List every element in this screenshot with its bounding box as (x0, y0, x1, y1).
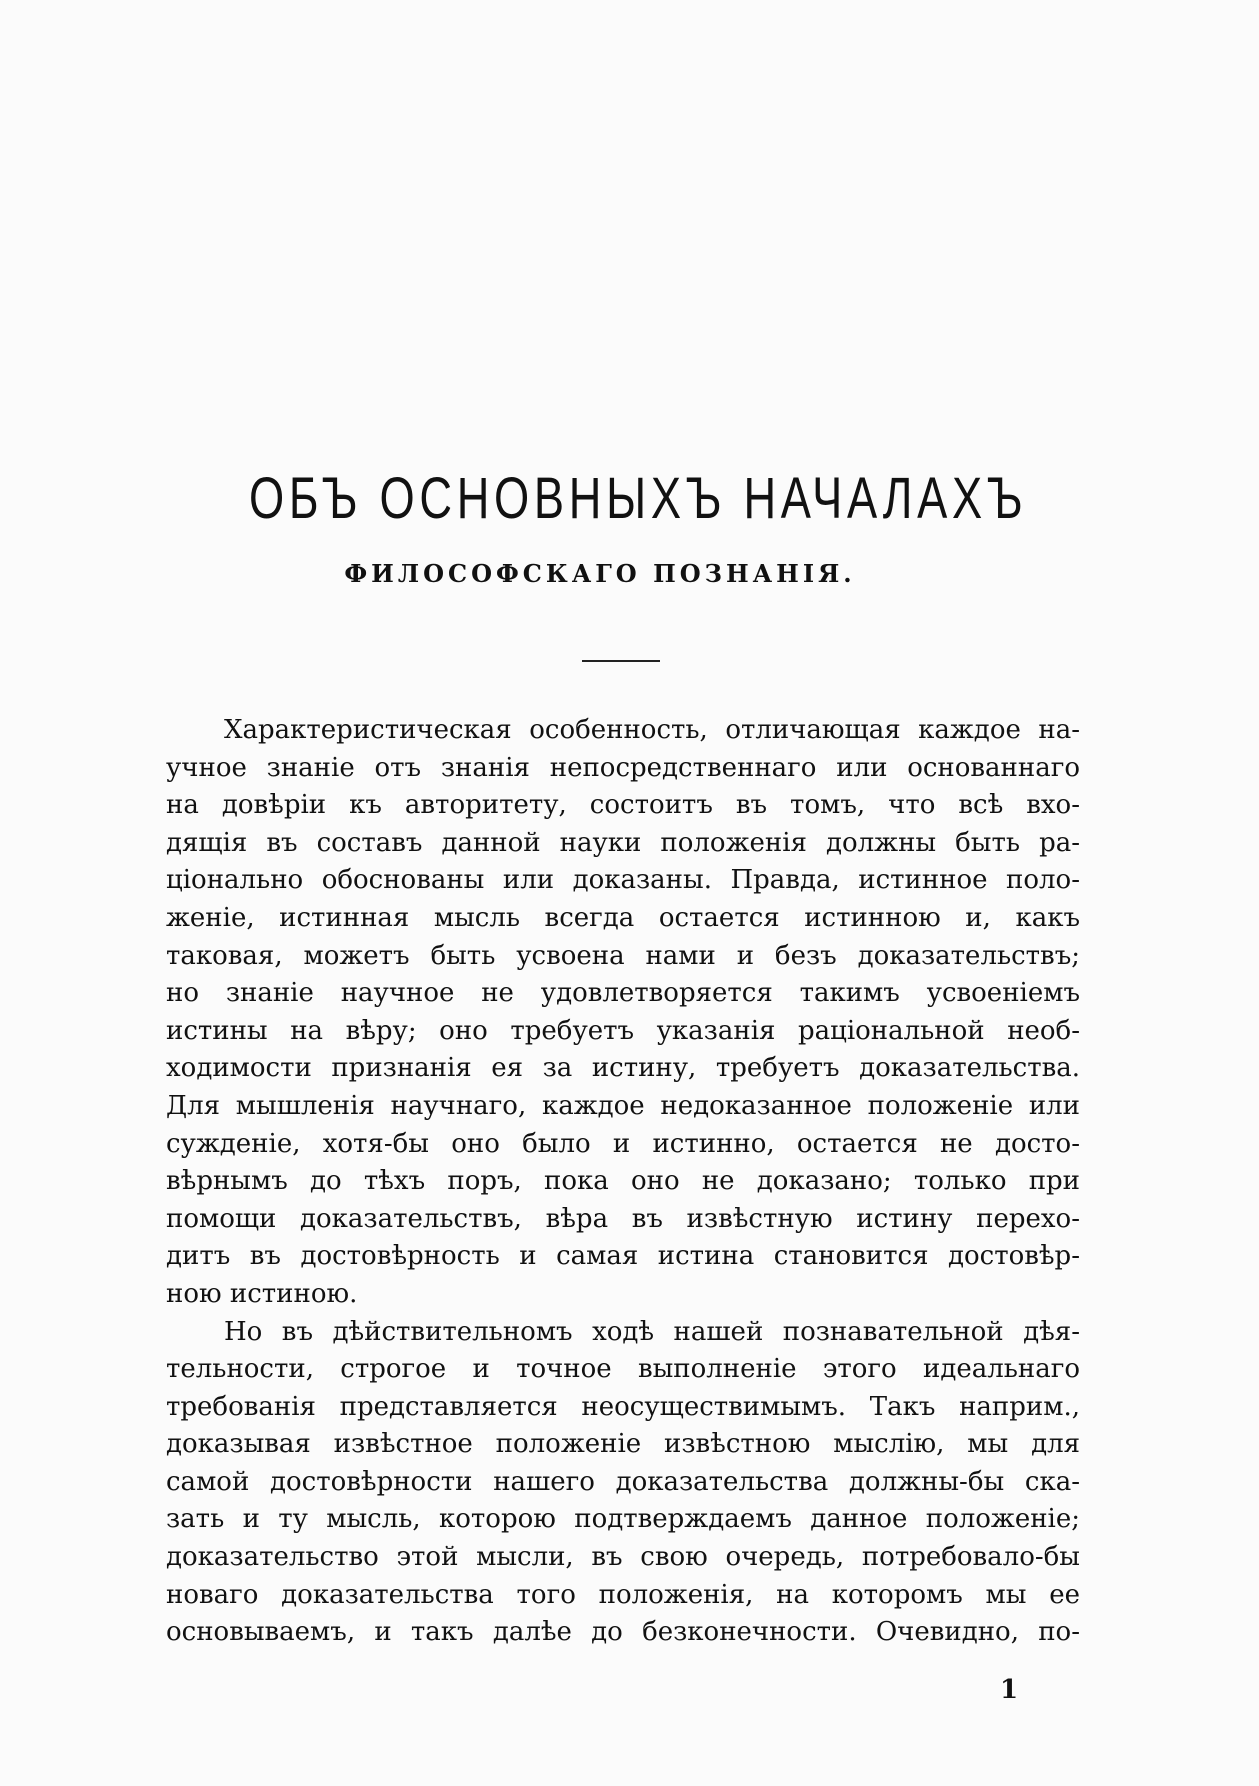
text-line: самой достовѣрности нашего доказательства должны-бы ска- (166, 1466, 1080, 1497)
text-line: тельности, строгое и точное выполненіе этого идеальнаго (166, 1354, 1080, 1385)
text-line: помощи доказательствъ, вѣра въ извѣстную истину перехо- (166, 1203, 1080, 1234)
chapter-subtitle: ФИЛОСОФСКАГО ПОЗНАНІЯ. (344, 559, 856, 588)
text-line: дитъ въ достовѣрность и самая истина становится достовѣр- (166, 1241, 1080, 1272)
text-line: ходимости признанія ея за истину, требуетъ доказательства. (166, 1053, 1080, 1084)
text-line: Характеристическая особенность, отличающая каждое на- (224, 715, 1080, 745)
text-line: ціонально обоснованы или доказаны. Правда, истинное поло- (166, 865, 1080, 896)
text-line: но знаніе научное не удовлетворяется такимъ усвоеніемъ (166, 978, 1080, 1009)
text-line: истины на вѣру; оно требуетъ указанія раціональной необ- (166, 1015, 1080, 1046)
text-line: доказательство этой мысли, въ свою очередь, потребовало-бы (166, 1542, 1080, 1573)
text-line: на довѣріи къ авторитету, состоитъ въ томъ, что всѣ вхо- (166, 790, 1080, 821)
text-line: дящія въ составъ данной науки положенія должны быть ра- (166, 827, 1080, 858)
text-line: требованія представляется неосуществимымъ. Такъ наприм., (166, 1391, 1080, 1422)
text-line: вѣрнымъ до тѣхъ поръ, пока оно не доказано; только при (166, 1166, 1080, 1197)
text-line: сужденіе, хотя-бы оно было и истинно, остается не досто- (166, 1128, 1080, 1159)
text-line: Но въ дѣйствительномъ ходѣ нашей познавательной дѣя- (224, 1316, 1080, 1347)
text-line: женіе, истинная мысль всегда остается истинною и, какъ (166, 902, 1080, 933)
title-divider (582, 660, 660, 662)
text-line: учное знаніе отъ знанія непосредственнаго или основаннаго (166, 752, 1080, 783)
chapter-title: ОБЪ ОСНОВНЫХЪ НАЧАЛАХЪ (249, 466, 1028, 531)
text-line: Для мышленія научнаго, каждое недоказанное положеніе или (166, 1090, 1080, 1121)
text-line: ною истиною. (166, 1278, 358, 1309)
page-number: 1 (1000, 1675, 1019, 1705)
text-line: основываемъ, и такъ далѣе до безконечности. Очевидно, по- (166, 1617, 1080, 1648)
text-line: таковая, можетъ быть усвоена нами и безъ доказательствъ; (166, 940, 1080, 971)
body-text (166, 712, 1080, 1652)
text-line: зать и ту мысль, которою подтверждаемъ данное положеніе; (166, 1504, 1080, 1535)
text-line: новаго доказательства того положенія, на которомъ мы ее (166, 1579, 1080, 1610)
text-line: доказывая извѣстное положеніе извѣстною мыслію, мы для (166, 1429, 1080, 1460)
